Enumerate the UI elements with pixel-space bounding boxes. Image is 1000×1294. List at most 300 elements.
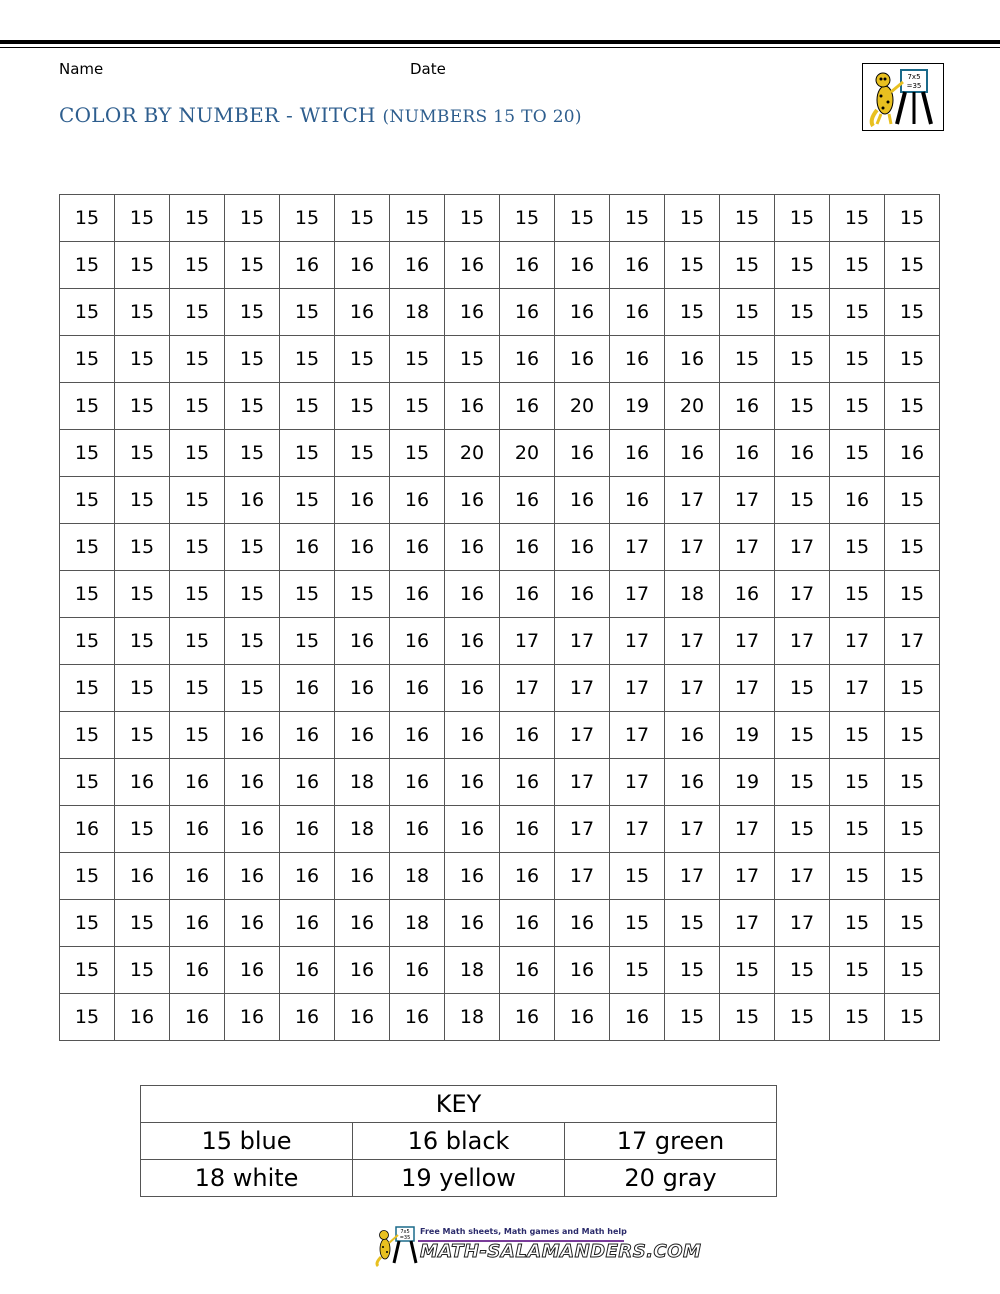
grid-cell: 15 xyxy=(830,947,885,994)
grid-cell: 17 xyxy=(665,806,720,853)
grid-cell: 15 xyxy=(225,383,280,430)
date-label: Date xyxy=(410,60,446,78)
grid-row xyxy=(60,195,940,242)
grid-cell: 15 xyxy=(885,571,940,618)
grid-cell: 16 xyxy=(610,477,665,524)
grid-cell: 15 xyxy=(830,994,885,1041)
grid-cell: 15 xyxy=(170,665,225,712)
grid-cell: 16 xyxy=(555,477,610,524)
grid-cell: 18 xyxy=(445,947,500,994)
grid-cell: 15 xyxy=(665,947,720,994)
grid-cell: 16 xyxy=(225,853,280,900)
footer-board-line-1: 7x5 xyxy=(400,1229,410,1235)
grid-cell: 16 xyxy=(555,571,610,618)
grid-cell: 17 xyxy=(500,618,555,665)
grid-cell: 16 xyxy=(225,712,280,759)
grid-cell: 17 xyxy=(665,618,720,665)
grid-cell: 16 xyxy=(225,900,280,947)
grid-cell: 15 xyxy=(885,242,940,289)
grid-cell: 15 xyxy=(720,195,775,242)
grid-cell: 17 xyxy=(610,571,665,618)
grid-cell: 16 xyxy=(225,806,280,853)
grid-cell: 15 xyxy=(775,195,830,242)
grid-cell: 15 xyxy=(60,994,115,1041)
grid-cell: 16 xyxy=(390,665,445,712)
grid-cell: 15 xyxy=(720,947,775,994)
footer-site-name: MATH-SALAMANDERS.COM xyxy=(420,1241,702,1262)
grid-cell: 16 xyxy=(555,289,610,336)
grid-cell: 15 xyxy=(280,336,335,383)
footer-board-line-2: =35 xyxy=(399,1235,411,1241)
grid-cell: 15 xyxy=(665,195,720,242)
grid-cell: 20 xyxy=(500,430,555,477)
grid-cell: 17 xyxy=(720,524,775,571)
grid-cell: 16 xyxy=(390,477,445,524)
key-item: 16 black xyxy=(353,1123,565,1160)
grid-cell: 16 xyxy=(280,994,335,1041)
grid-cell: 16 xyxy=(225,477,280,524)
grid-cell: 15 xyxy=(60,383,115,430)
grid-cell: 16 xyxy=(500,242,555,289)
grid-cell: 17 xyxy=(610,618,665,665)
grid-row xyxy=(60,336,940,383)
grid-cell: 15 xyxy=(115,947,170,994)
grid-cell: 15 xyxy=(775,712,830,759)
grid-cell: 16 xyxy=(445,759,500,806)
grid-cell: 17 xyxy=(555,618,610,665)
grid-row xyxy=(60,289,940,336)
grid-cell: 15 xyxy=(720,289,775,336)
grid-cell: 16 xyxy=(280,947,335,994)
grid-cell: 17 xyxy=(610,665,665,712)
grid-cell: 17 xyxy=(775,853,830,900)
grid-cell: 15 xyxy=(170,618,225,665)
grid-cell: 17 xyxy=(720,618,775,665)
grid-cell: 15 xyxy=(775,477,830,524)
grid-cell: 15 xyxy=(775,759,830,806)
key-row xyxy=(141,1160,777,1197)
grid-cell: 15 xyxy=(225,571,280,618)
salamander-teacher-icon xyxy=(863,64,943,130)
grid-cell: 15 xyxy=(60,618,115,665)
grid-cell: 15 xyxy=(60,242,115,289)
grid-cell: 16 xyxy=(555,242,610,289)
grid-cell: 17 xyxy=(610,524,665,571)
grid-cell: 16 xyxy=(335,900,390,947)
grid-cell: 17 xyxy=(555,665,610,712)
grid-cell: 16 xyxy=(665,712,720,759)
grid-cell: 15 xyxy=(170,524,225,571)
grid-cell: 16 xyxy=(170,806,225,853)
grid-cell: 15 xyxy=(335,336,390,383)
grid-cell: 16 xyxy=(610,430,665,477)
grid-cell: 15 xyxy=(225,289,280,336)
grid-cell: 16 xyxy=(665,430,720,477)
grid-cell: 16 xyxy=(445,571,500,618)
grid-cell: 15 xyxy=(830,289,885,336)
grid-cell: 15 xyxy=(115,430,170,477)
grid-cell: 16 xyxy=(500,853,555,900)
grid-cell: 15 xyxy=(775,806,830,853)
grid-cell: 16 xyxy=(775,430,830,477)
grid-cell: 15 xyxy=(60,712,115,759)
grid-cell: 15 xyxy=(775,336,830,383)
grid-cell: 16 xyxy=(390,759,445,806)
grid-cell: 15 xyxy=(225,524,280,571)
grid-cell: 16 xyxy=(610,336,665,383)
grid-cell: 15 xyxy=(60,853,115,900)
grid-cell: 20 xyxy=(445,430,500,477)
grid-cell: 15 xyxy=(170,336,225,383)
grid-cell: 17 xyxy=(720,806,775,853)
grid-cell: 16 xyxy=(830,477,885,524)
grid-cell: 16 xyxy=(390,712,445,759)
grid-cell: 15 xyxy=(830,853,885,900)
grid-cell: 16 xyxy=(555,947,610,994)
grid-cell: 15 xyxy=(830,571,885,618)
grid-cell: 17 xyxy=(610,759,665,806)
grid-cell: 17 xyxy=(885,618,940,665)
grid-cell: 16 xyxy=(335,289,390,336)
grid-cell: 18 xyxy=(665,571,720,618)
grid-cell: 15 xyxy=(115,477,170,524)
grid-cell: 16 xyxy=(555,994,610,1041)
grid-cell: 19 xyxy=(720,712,775,759)
grid-cell: 15 xyxy=(885,477,940,524)
grid-cell: 16 xyxy=(280,242,335,289)
grid-cell: 16 xyxy=(445,665,500,712)
logo-board-line-1: 7x5 xyxy=(907,73,921,81)
grid-cell: 16 xyxy=(115,759,170,806)
grid-cell: 16 xyxy=(445,524,500,571)
grid-cell: 15 xyxy=(775,994,830,1041)
footer-salamander-icon xyxy=(372,1225,418,1267)
grid-cell: 15 xyxy=(280,430,335,477)
grid-cell: 16 xyxy=(500,806,555,853)
grid-cell: 17 xyxy=(555,853,610,900)
grid-cell: 16 xyxy=(720,383,775,430)
grid-cell: 15 xyxy=(885,383,940,430)
grid-cell: 15 xyxy=(610,900,665,947)
grid-cell: 15 xyxy=(115,665,170,712)
grid-cell: 15 xyxy=(60,477,115,524)
logo-board-line-2: =35 xyxy=(906,82,922,90)
grid-cell: 16 xyxy=(170,853,225,900)
grid-row xyxy=(60,383,940,430)
grid-cell: 15 xyxy=(885,712,940,759)
grid-cell: 15 xyxy=(60,336,115,383)
grid-cell: 15 xyxy=(170,383,225,430)
grid-cell: 16 xyxy=(115,994,170,1041)
grid-cell: 15 xyxy=(830,336,885,383)
grid-cell: 17 xyxy=(665,665,720,712)
grid-cell: 16 xyxy=(445,712,500,759)
grid-cell: 16 xyxy=(610,242,665,289)
grid-row xyxy=(60,947,940,994)
grid-cell: 16 xyxy=(665,759,720,806)
logo xyxy=(862,63,944,131)
grid-cell: 16 xyxy=(720,430,775,477)
footer-tagline: Free Math sheets, Math games and Math help xyxy=(420,1227,627,1236)
grid-cell: 16 xyxy=(335,524,390,571)
grid-cell: 15 xyxy=(115,242,170,289)
grid-cell: 16 xyxy=(390,994,445,1041)
grid-cell: 18 xyxy=(445,994,500,1041)
grid-cell: 16 xyxy=(445,853,500,900)
grid-row xyxy=(60,524,940,571)
grid-cell: 15 xyxy=(115,712,170,759)
grid-cell: 16 xyxy=(445,383,500,430)
key-item: 18 white xyxy=(141,1160,353,1197)
grid-cell: 16 xyxy=(335,947,390,994)
grid-cell: 15 xyxy=(885,289,940,336)
grid-row xyxy=(60,571,940,618)
grid-cell: 15 xyxy=(885,195,940,242)
grid-cell: 15 xyxy=(335,571,390,618)
grid-cell: 17 xyxy=(665,477,720,524)
grid-cell: 16 xyxy=(225,759,280,806)
grid-cell: 15 xyxy=(720,242,775,289)
grid-cell: 15 xyxy=(60,665,115,712)
grid-cell: 16 xyxy=(390,571,445,618)
grid-cell: 17 xyxy=(720,853,775,900)
grid-cell: 15 xyxy=(60,195,115,242)
grid-cell: 15 xyxy=(775,289,830,336)
grid-cell: 18 xyxy=(335,806,390,853)
grid-cell: 16 xyxy=(500,289,555,336)
grid-cell: 16 xyxy=(280,900,335,947)
grid-cell: 15 xyxy=(885,759,940,806)
grid-cell: 16 xyxy=(335,994,390,1041)
grid-row xyxy=(60,900,940,947)
grid-cell: 16 xyxy=(445,806,500,853)
grid-cell: 16 xyxy=(390,947,445,994)
grid-cell: 16 xyxy=(390,242,445,289)
grid-cell: 20 xyxy=(665,383,720,430)
grid-cell: 15 xyxy=(665,994,720,1041)
grid-cell: 17 xyxy=(665,853,720,900)
grid-cell: 15 xyxy=(280,477,335,524)
grid-cell: 17 xyxy=(500,665,555,712)
grid-cell: 15 xyxy=(830,759,885,806)
grid-cell: 15 xyxy=(60,430,115,477)
grid-cell: 17 xyxy=(555,712,610,759)
grid-cell: 17 xyxy=(775,524,830,571)
grid-cell: 15 xyxy=(665,900,720,947)
grid-cell: 15 xyxy=(500,195,555,242)
grid-cell: 15 xyxy=(445,195,500,242)
page-title-main: COLOR BY NUMBER - WITCH xyxy=(59,103,376,127)
grid-cell: 16 xyxy=(170,900,225,947)
grid-cell: 15 xyxy=(885,806,940,853)
grid-cell: 15 xyxy=(225,430,280,477)
grid-cell: 16 xyxy=(500,994,555,1041)
grid-cell: 15 xyxy=(280,618,335,665)
grid-cell: 16 xyxy=(500,336,555,383)
grid-cell: 16 xyxy=(500,383,555,430)
grid-cell: 16 xyxy=(170,759,225,806)
grid-cell: 16 xyxy=(225,994,280,1041)
grid-cell: 15 xyxy=(390,195,445,242)
grid-cell: 17 xyxy=(610,806,665,853)
grid-cell: 15 xyxy=(115,806,170,853)
grid-cell: 17 xyxy=(720,477,775,524)
grid-cell: 15 xyxy=(775,242,830,289)
grid-cell: 15 xyxy=(225,665,280,712)
grid-cell: 15 xyxy=(115,571,170,618)
grid-cell: 16 xyxy=(500,477,555,524)
grid-cell: 16 xyxy=(390,524,445,571)
grid-cell: 16 xyxy=(500,571,555,618)
grid-cell: 15 xyxy=(170,195,225,242)
grid-cell: 15 xyxy=(885,853,940,900)
grid-cell: 16 xyxy=(225,947,280,994)
grid-cell: 16 xyxy=(610,289,665,336)
grid-cell: 15 xyxy=(390,430,445,477)
grid-cell: 15 xyxy=(445,336,500,383)
grid-cell: 15 xyxy=(60,900,115,947)
key-item: 15 blue xyxy=(141,1123,353,1160)
grid-cell: 16 xyxy=(610,994,665,1041)
grid-cell: 17 xyxy=(830,618,885,665)
grid-cell: 15 xyxy=(885,947,940,994)
grid-cell: 16 xyxy=(885,430,940,477)
grid-cell: 16 xyxy=(445,289,500,336)
grid-cell: 16 xyxy=(390,618,445,665)
top-rule-thin xyxy=(0,47,1000,48)
grid-cell: 17 xyxy=(610,712,665,759)
grid-cell: 17 xyxy=(555,806,610,853)
page-title-sub: (NUMBERS 15 TO 20) xyxy=(382,107,582,127)
grid-cell: 16 xyxy=(335,853,390,900)
grid-cell: 16 xyxy=(280,665,335,712)
key-title: KEY xyxy=(141,1086,777,1123)
grid-row xyxy=(60,430,940,477)
key-item: 17 green xyxy=(565,1123,777,1160)
grid-cell: 16 xyxy=(500,524,555,571)
key-row xyxy=(141,1123,777,1160)
color-by-number-grid xyxy=(59,194,940,1041)
grid-cell: 19 xyxy=(610,383,665,430)
grid-cell: 15 xyxy=(170,477,225,524)
grid-cell: 15 xyxy=(885,524,940,571)
grid-cell: 16 xyxy=(280,712,335,759)
grid-cell: 16 xyxy=(555,524,610,571)
grid-cell: 15 xyxy=(885,665,940,712)
grid-cell: 15 xyxy=(885,994,940,1041)
grid-cell: 16 xyxy=(280,853,335,900)
grid-cell: 15 xyxy=(775,665,830,712)
grid-cell: 16 xyxy=(335,712,390,759)
grid-cell: 17 xyxy=(775,571,830,618)
grid-cell: 15 xyxy=(115,289,170,336)
grid-cell: 18 xyxy=(390,900,445,947)
grid-cell: 15 xyxy=(555,195,610,242)
grid-cell: 15 xyxy=(830,524,885,571)
grid-cell: 17 xyxy=(775,900,830,947)
grid-cell: 16 xyxy=(335,477,390,524)
grid-cell: 16 xyxy=(720,571,775,618)
grid-cell: 16 xyxy=(335,242,390,289)
grid-cell: 15 xyxy=(665,289,720,336)
grid-cell: 15 xyxy=(830,242,885,289)
grid-cell: 18 xyxy=(335,759,390,806)
grid-cell: 18 xyxy=(390,853,445,900)
grid-cell: 15 xyxy=(830,430,885,477)
grid-cell: 17 xyxy=(830,665,885,712)
grid-cell: 15 xyxy=(170,712,225,759)
grid-cell: 15 xyxy=(610,947,665,994)
grid-row xyxy=(60,242,940,289)
grid-cell: 15 xyxy=(830,195,885,242)
grid-cell: 15 xyxy=(170,571,225,618)
grid-cell: 16 xyxy=(170,994,225,1041)
grid-cell: 20 xyxy=(555,383,610,430)
grid-cell: 16 xyxy=(445,242,500,289)
page-title xyxy=(59,103,582,127)
grid-cell: 15 xyxy=(720,336,775,383)
grid-row xyxy=(60,853,940,900)
grid-cell: 17 xyxy=(555,759,610,806)
grid-cell: 15 xyxy=(170,289,225,336)
grid-row xyxy=(60,665,940,712)
grid-cell: 15 xyxy=(830,383,885,430)
grid-cell: 16 xyxy=(555,430,610,477)
grid-cell: 16 xyxy=(60,806,115,853)
grid-cell: 15 xyxy=(775,947,830,994)
color-key xyxy=(140,1085,777,1197)
grid-cell: 15 xyxy=(280,383,335,430)
grid-cell: 15 xyxy=(225,195,280,242)
grid-cell: 16 xyxy=(445,900,500,947)
grid-cell: 15 xyxy=(115,336,170,383)
grid-cell: 15 xyxy=(830,712,885,759)
grid-cell: 15 xyxy=(60,524,115,571)
grid-cell: 16 xyxy=(390,806,445,853)
grid-cell: 15 xyxy=(885,336,940,383)
grid-cell: 16 xyxy=(445,477,500,524)
grid-cell: 15 xyxy=(610,853,665,900)
grid-cell: 15 xyxy=(830,900,885,947)
grid-cell: 15 xyxy=(335,195,390,242)
grid-cell: 17 xyxy=(720,665,775,712)
grid-row xyxy=(60,618,940,665)
grid-cell: 18 xyxy=(390,289,445,336)
grid-cell: 16 xyxy=(280,759,335,806)
grid-cell: 15 xyxy=(335,383,390,430)
grid-cell: 15 xyxy=(280,195,335,242)
grid-cell: 15 xyxy=(830,806,885,853)
grid-cell: 15 xyxy=(390,336,445,383)
grid-cell: 16 xyxy=(335,618,390,665)
grid-row xyxy=(60,806,940,853)
grid-cell: 15 xyxy=(115,618,170,665)
grid-cell: 15 xyxy=(60,571,115,618)
grid-cell: 16 xyxy=(115,853,170,900)
grid-cell: 15 xyxy=(335,430,390,477)
grid-cell: 15 xyxy=(720,994,775,1041)
grid-cell: 16 xyxy=(445,618,500,665)
grid-cell: 15 xyxy=(390,383,445,430)
grid-cell: 17 xyxy=(665,524,720,571)
grid-cell: 16 xyxy=(500,759,555,806)
grid-cell: 15 xyxy=(170,430,225,477)
grid-row xyxy=(60,712,940,759)
grid-cell: 16 xyxy=(500,712,555,759)
grid-cell: 16 xyxy=(500,900,555,947)
grid-cell: 15 xyxy=(115,383,170,430)
grid-cell: 15 xyxy=(115,900,170,947)
